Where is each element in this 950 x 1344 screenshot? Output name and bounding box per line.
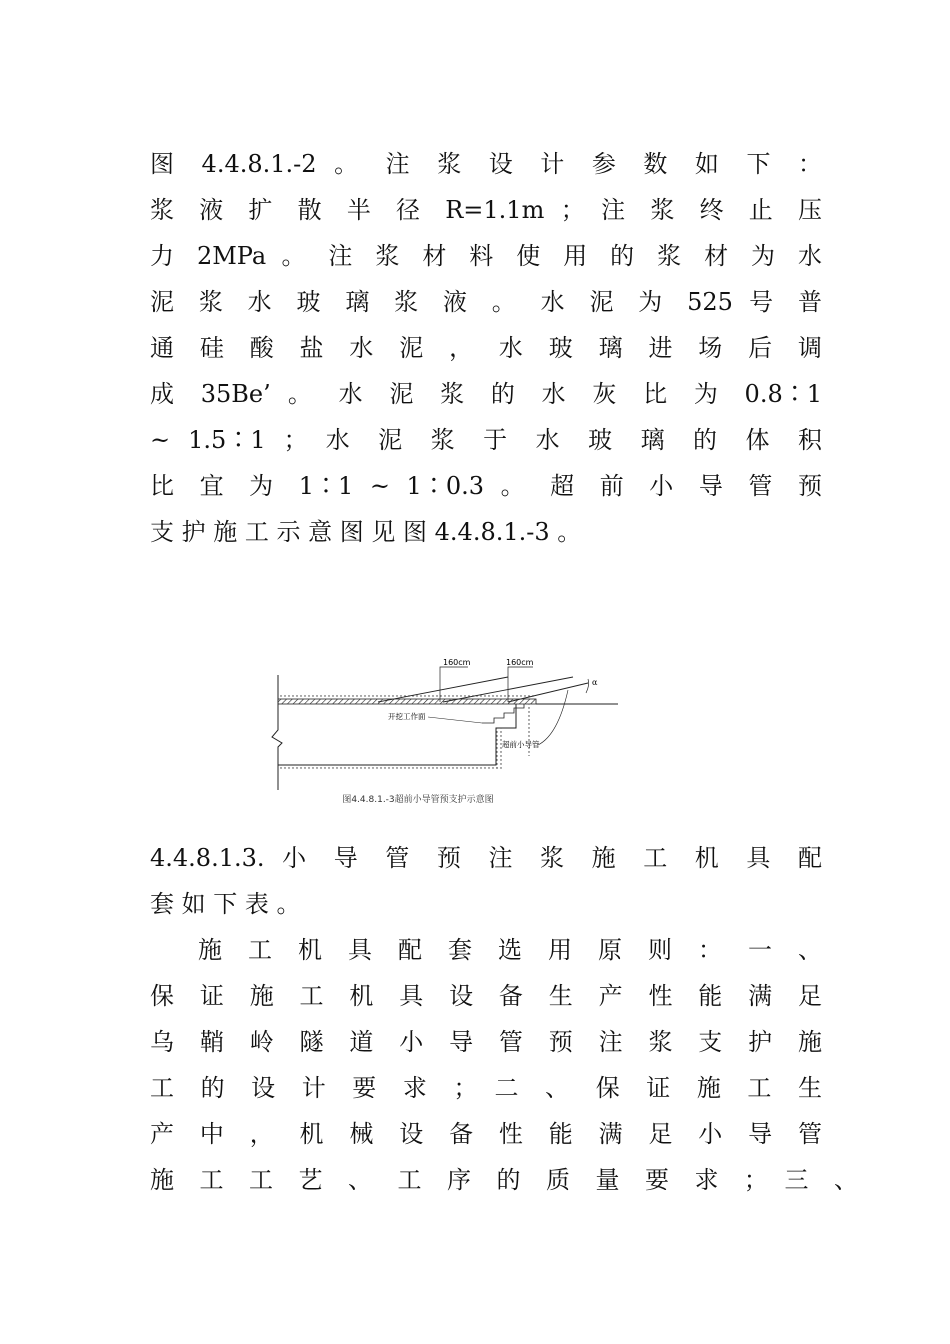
rock-dots-step	[496, 728, 502, 770]
figure-caption: 图4.4.8.1.-3超前小导管预支护示意图	[342, 795, 494, 805]
excavation-steps	[482, 704, 524, 723]
text-line: 支 护 施 工 示 意 图 见 图 4.4.8.1.-3 。	[150, 518, 582, 546]
text-line: ~ 1.5∶1 ； 水 泥 浆 于 水 玻 璃 的 体 积	[150, 426, 822, 454]
text-line: 浆 液 扩 散 半 径 R=1.1m ； 注 浆 终 止 压	[150, 196, 822, 224]
text-line: 施 工 工 艺 、 工 序 的 质 量 要 求 ； 三 、	[150, 1166, 858, 1194]
angle-arc	[586, 679, 589, 693]
text-line: 力 2MPa 。 注 浆 材 料 使 用 的 浆 材 为 水	[150, 242, 822, 270]
pipe-support-diagram	[268, 655, 628, 815]
lining-band	[278, 699, 536, 704]
excavation-face-label: 开挖工作面	[388, 712, 426, 721]
text-line: 泥 浆 水 玻 璃 浆 液 。 水 泥 为 525 号 普	[150, 288, 822, 316]
pipe-label: 超前小导管	[502, 740, 540, 749]
text-line: 通 硅 酸 盐 水 泥 ， 水 玻 璃 进 场 后 调	[150, 334, 822, 362]
angle-label: α	[592, 678, 598, 687]
text-line: 施 工 机 具 配 套 选 用 原 则 ： 一 、	[198, 936, 822, 964]
rock-dots-bottom	[278, 765, 500, 771]
text-line: 套 如 下 表 。	[150, 890, 301, 918]
dimension-label: 160cm	[443, 658, 471, 667]
tunnel-left-boundary	[272, 675, 282, 790]
text-line: 成 35Be’ 。 水 泥 浆 的 水 灰 比 为 0.8∶1	[150, 380, 822, 408]
text-line: 比 宜 为 1∶1 ~ 1∶0.3 。 超 前 小 导 管 预	[150, 472, 822, 500]
text-line: 工 的 设 计 要 求 ； 二 、 保 证 施 工 生	[150, 1074, 822, 1102]
text-line: 图 4.4.8.1.-2 。 注 浆 设 计 参 数 如 下 ：	[150, 150, 822, 178]
text-line: 4.4.8.1.3. 小 导 管 预 注 浆 施 工 机 具 配	[150, 844, 822, 872]
text-line: 保 证 施 工 机 具 设 备 生 产 性 能 满 足	[150, 982, 822, 1010]
advance-pipe	[508, 683, 588, 702]
text-line: 产 中 ， 机 械 设 备 性 能 满 足 小 导 管	[150, 1120, 822, 1148]
dimension-label: 160cm	[506, 658, 534, 667]
text-line: 乌 鞘 岭 隧 道 小 导 管 预 注 浆 支 护 施	[150, 1028, 822, 1056]
